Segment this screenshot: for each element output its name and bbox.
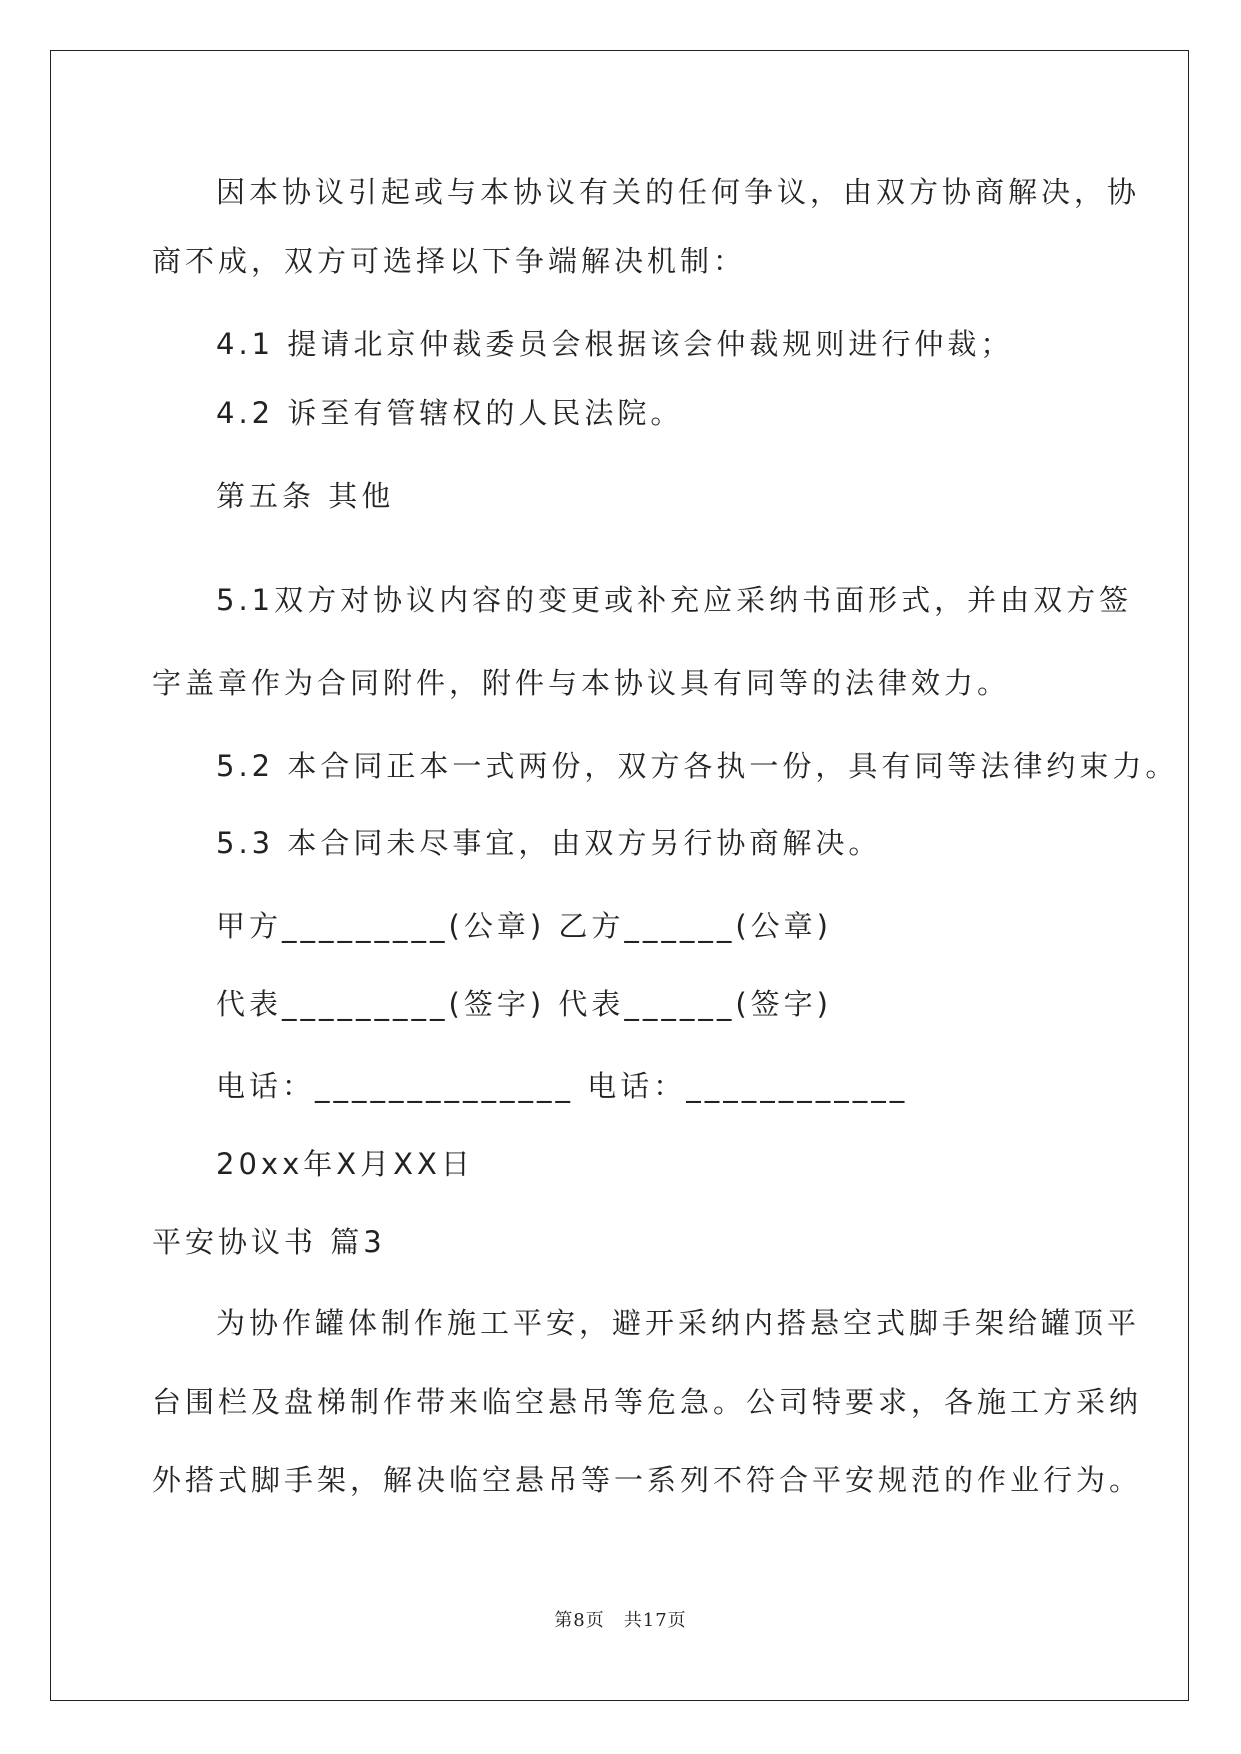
page-number: 第8页 共17页 [554,1610,687,1631]
paragraph-line: 4.2 诉至有管辖权的人民法院。 [216,396,684,430]
section-heading: 第五条 其他 [216,479,395,513]
paragraph-line: 因本协议引起或与本协议有关的任何争议，由双方协商解决，协 [216,175,1141,209]
phone-line: 电话：______________ 电话：____________ [216,1069,909,1103]
signature-line: 代表_________(签字) 代表______(签字) [216,987,832,1021]
paragraph-line: 为协作罐体制作施工平安，避开采纳内搭悬空式脚手架给罐顶平 [216,1306,1141,1340]
paragraph-line: 5.3 本合同未尽事宜，由双方另行协商解决。 [216,826,882,860]
paragraph-line: 字盖章作为合同附件，附件与本协议具有同等的法律效力。 [152,666,1011,700]
paragraph-line: 外搭式脚手架，解决临空悬吊等一系列不符合平安规范的作业行为。 [152,1463,1143,1497]
paragraph-line: 商不成，双方可选择以下争端解决机制： [152,244,747,278]
page-border [50,50,1189,1701]
paragraph-line: 4.1 提请北京仲裁委员会根据该会仲裁规则进行仲裁； [216,327,1014,361]
date-line: 20xx年X月XX日 [216,1147,474,1181]
paragraph-line: 5.2 本合同正本一式两份，双方各执一份，具有同等法律约束力。 [216,749,1179,783]
paragraph-line: 台围栏及盘梯制作带来临空悬吊等危急。公司特要求，各施工方采纳 [152,1385,1143,1419]
signature-line: 甲方_________(公章) 乙方______(公章) [216,909,832,943]
paragraph-line: 5.1双方对协议内容的变更或补充应采纳书面形式，并由双方签 [216,583,1133,617]
section-title: 平安协议书 篇3 [152,1225,386,1259]
